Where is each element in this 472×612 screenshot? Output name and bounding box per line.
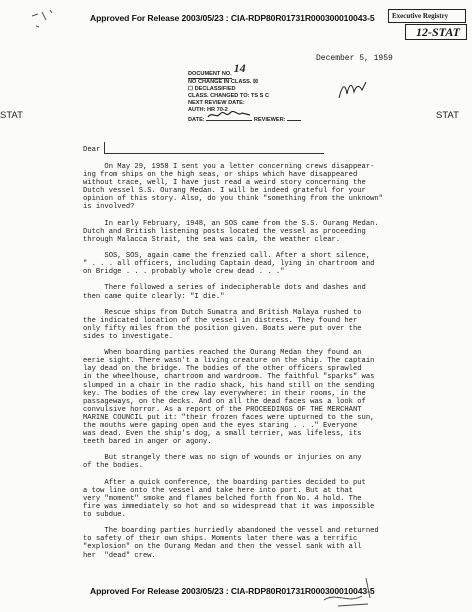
body-line: only fifty miles from the position given. Boats were put over the xyxy=(83,324,362,333)
body-line: to subdue. xyxy=(83,511,126,520)
body-line: Dutch vessel S.S. Ourang Medan. I will be indeed grateful for your xyxy=(83,187,366,196)
body-line xyxy=(83,212,453,220)
body-line: In early February, 1948, an SOS came from the S.S. Ourang Medan. xyxy=(83,219,379,228)
executive-registry-label: Executive Registry xyxy=(392,12,449,20)
body-line: to safety of their own ships. Moments later there was a terrific xyxy=(83,535,358,544)
letter-date: December 5, 1959 xyxy=(316,54,393,63)
body-line: the indicated location of the vessel in distress. They found her xyxy=(83,316,358,325)
body-line: There followed a series of indecipherable dots and dashes and xyxy=(83,284,366,293)
body-line: The boarding parties hurriedly abandoned the vessel and returned xyxy=(83,527,379,536)
margin-stat-right: STAT xyxy=(436,110,459,121)
body-line: fire was immediately so hot and so widespread that it was impossible xyxy=(83,502,375,511)
body-line: "explosion" on the Ourang Medan and then the vessel sank with all xyxy=(83,543,362,552)
next-review-line: NEXT REVIEW DATE: xyxy=(188,100,245,106)
corner-scribble-icon xyxy=(28,6,68,34)
handwritten-date-signature-icon xyxy=(206,111,252,120)
salutation: Dear xyxy=(83,146,101,154)
body-line: Dutch and British listening posts located the vessel as proceeding xyxy=(83,227,366,236)
class-changed-line: CLASS. CHANGED TO: TS S C xyxy=(188,93,270,99)
body-line: opinion of this story. Also, do you think "something from the unknown" xyxy=(83,195,383,204)
auth-line: AUTH: HR 70-2 xyxy=(188,107,228,113)
body-line: SOS, SOS, again came the frenzied call. After a short silence, xyxy=(83,252,371,261)
body-line: is involved? xyxy=(83,203,135,212)
registry-number-box xyxy=(405,24,467,40)
bottom-signature-scribble-icon xyxy=(318,570,388,610)
document-no-label: DOCUMENT NO. xyxy=(188,71,232,77)
body-line: Rescue ships from Dutch Sumatra and British Malaya rushed to xyxy=(83,308,362,317)
executive-registry-box xyxy=(388,9,466,23)
body-line: After a quick conference, the boarding parties decided to put xyxy=(83,478,366,487)
body-line: sides to investigate. xyxy=(83,332,173,341)
body-line: lay dead on the bridge. The bodies of the other officers sprawled xyxy=(83,365,362,374)
body-line xyxy=(83,276,453,284)
body-line: was dead. Even the ship's dog, a small terrier, was lifeless, its xyxy=(83,430,362,439)
body-line: " . . . all officers, including Captain dead, lying in chartroom and xyxy=(83,260,375,269)
letter-body xyxy=(83,163,453,560)
margin-stat-left: STAT xyxy=(0,110,23,121)
stamp-reviewer-label: REVIEWER: xyxy=(253,117,286,123)
body-line xyxy=(83,446,453,454)
declassified-line: ☐ DECLASSIFIED xyxy=(188,86,236,92)
body-line: her "dead" crew. xyxy=(83,551,156,560)
body-line: then came quite clearly: "I die." xyxy=(83,292,225,301)
body-line: key. The bodies of the crew lay everywhere: in their rooms, in the xyxy=(83,389,366,398)
body-line: the mouths were gaping open and the eyes staring . . ." Everyone xyxy=(83,422,358,430)
document-no-value: 14 xyxy=(233,61,246,75)
body-line: passageways, on the decks. And on all the dead faces was a look of xyxy=(83,397,366,406)
handwritten-initials-icon xyxy=(336,78,370,104)
stamp-date-field xyxy=(206,114,252,121)
body-line: in the wheelhouse, chartroom and wardroom. The faithful "sparks" was xyxy=(83,373,375,382)
body-line: on Bridge . . . probably whole crew dead . . ." xyxy=(83,268,285,277)
body-line: When boarding parties reached the Ourang Medan they found an xyxy=(83,349,362,358)
body-line: convulsive horror. As a report of the PROCEEDINGS OF THE MERCHANT xyxy=(83,405,362,414)
body-line: without trace, well, I have just read a weird story concerning the xyxy=(83,179,366,188)
body-line: eerie sight. There wasn't a living creature on the ship. The captain xyxy=(83,357,375,366)
body-line: MARINE COUNCIL put it: "their frozen faces were upturned to the sun, xyxy=(83,413,375,422)
body-line xyxy=(83,471,453,479)
body-line: On May 29, 1958 I sent you a letter concerning crews disappear- xyxy=(83,163,375,171)
stamp-reviewer-field xyxy=(287,120,301,121)
body-line xyxy=(83,244,453,252)
body-line: very "moment" smoke and flames belched forth from No. 4 hold. The xyxy=(83,494,362,503)
body-line: through Malacca Strait, the sea was calm, the weather clear. xyxy=(83,235,341,244)
body-line: slumped in a chair in the radio shack, his hand still on the sending xyxy=(83,381,375,390)
body-line: teeth bared in anger or agony. xyxy=(83,438,212,447)
release-banner-top: Approved For Release 2003/05/23 : CIA-RDP80R01731R000300010043-5 xyxy=(90,13,375,23)
body-line: a tow line onto the vessel and take here into port. But at that xyxy=(83,486,353,495)
recipient-box xyxy=(104,142,324,154)
no-change-line: NO CHANGE IN CLASS. ☒ xyxy=(188,79,258,85)
stamp-date-label: DATE: xyxy=(188,117,205,123)
body-line: ing from ships on the high seas, or ships which have disappeared xyxy=(83,171,358,180)
body-line xyxy=(83,301,453,309)
body-line: But strangely there was no sign of wounds or injuries on any xyxy=(83,454,362,463)
registry-number: 12-STAT xyxy=(416,25,461,39)
body-line xyxy=(83,341,453,349)
body-line xyxy=(83,519,453,527)
release-banner-bottom: Approved For Release 2003/05/23 : CIA-RDP80R01731R000300010043-5 xyxy=(90,586,375,596)
body-line: of the bodies. xyxy=(83,462,143,471)
review-stamp xyxy=(188,61,301,124)
